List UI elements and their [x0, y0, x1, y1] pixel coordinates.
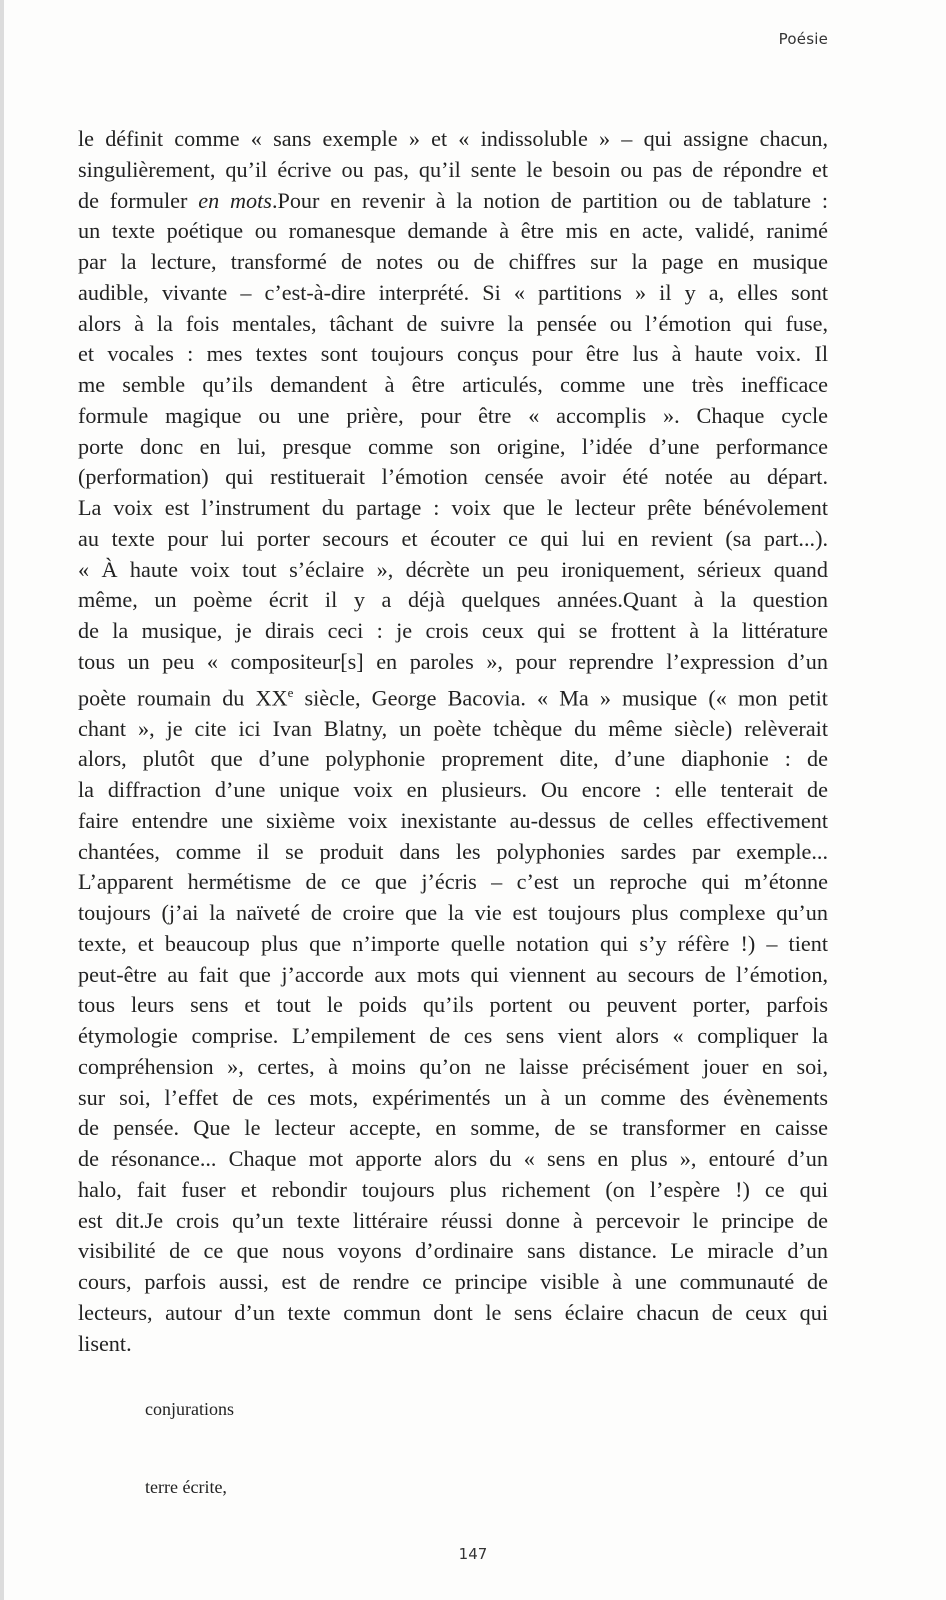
poem-line: terre écrite, — [145, 1477, 227, 1497]
text-line: peut-être au fait que j’accorde aux mots qui viennent au secours de l’émotion, — [78, 961, 828, 987]
text-line: la diffraction d’une unique voix en plusieurs. Ou encore : elle tenterait de — [78, 777, 828, 803]
text-line: de la musique, je dirais ceci : je crois ceux qui se frottent à la littérature — [78, 618, 828, 643]
text-line: formule magique ou une prière, pour être « accomplis ». Chaque cycle — [78, 402, 828, 428]
text-line: L’apparent hermétisme de ce que j’écris – c’est un reproche qui m’étonne — [78, 869, 828, 895]
text-line: un texte poétique ou romanesque demande à être mis en acte, validé, ranimé — [78, 218, 828, 244]
text-line: La voix est l’instrument du partage : voix que le lecteur prête bénévolement — [78, 495, 828, 520]
text-line: est dit.Je crois qu’un texte littéraire réussi donne à percevoir le principe de — [78, 1207, 828, 1233]
text-line: par la lecture, transformé de notes ou de chiffres sur la page en musique — [78, 249, 828, 274]
text-line: audible, vivante – c’est-à-dire interprété. Si « partitions » il y a, elles sont — [78, 279, 828, 305]
body-paragraph — [78, 124, 828, 1359]
page-number: 147 — [458, 1545, 488, 1563]
text-line: cours, parfois aussi, est de rendre ce principe visible à une communauté de — [78, 1269, 828, 1295]
text-line: tous leurs sens et tout le poids qu’ils portent ou peuvent porter, parfois — [78, 992, 828, 1018]
text-line: le définit comme « sans exemple » et « indissoluble » – qui assigne chacun, — [78, 126, 828, 151]
text-line: poète roumain du XXe siècle, George Bacovia. « Ma » musique (« mon petit — [78, 684, 828, 710]
text-line: (performation) qui restituerait l’émotion censée avoir été notée au départ. — [78, 464, 828, 490]
text-line: de résonance... Chaque mot apporte alors du « sens en plus », entouré d’un — [78, 1146, 828, 1172]
text-line: chantées, comme il se produit dans les polyphonies sardes par exemple... — [78, 838, 828, 864]
text-line: sur soi, l’effet de ces mots, expérimentés un à un comme des évènements — [78, 1084, 828, 1110]
text-line: compréhension », certes, à moins qu’on ne laisse précisément jouer en soi, — [78, 1053, 828, 1079]
text-line: au texte pour lui porter secours et écouter ce qui lui en revient (sa part...). — [78, 525, 828, 551]
text-line: « À haute voix tout s’éclaire », décrète un peu ironiquement, sérieux quand — [78, 556, 828, 582]
text-line: halo, fait fuser et rebondir toujours plus richement (on l’espère !) ce qui — [78, 1176, 828, 1202]
text-line: me semble qu’ils demandent à être articulés, comme une très inefficace — [78, 372, 828, 397]
text-line: singulièrement, qu’il écrive ou pas, qu’il sente le besoin ou pas de répondre et — [78, 156, 828, 182]
text-line: même, un poème écrit il y a déjà quelques années.Quant à la question — [78, 587, 828, 613]
text-line: alors, plutôt que d’une polyphonie proprement dite, d’une diaphonie : de — [78, 746, 828, 772]
text-line: lecteurs, autour d’un texte commun dont le sens éclaire chacun de ceux qui — [78, 1299, 828, 1325]
page-gutter-edge — [0, 0, 4, 1600]
text-line: chant », je cite ici Ivan Blatny, un poète tchèque du même siècle) relèverait — [78, 715, 828, 741]
text-line: visibilité de ce que nous voyons d’ordinaire sans distance. Le miracle d’un — [78, 1238, 828, 1264]
text-line: lisent. — [78, 1330, 132, 1356]
text-line: porte donc en lui, presque comme son origine, l’idée d’une performance — [78, 433, 828, 459]
text-line: tous un peu « compositeur[s] en paroles », pour reprendre l’expression d’un — [78, 648, 828, 674]
running-head: Poésie — [778, 30, 828, 48]
text-line: faire entendre une sixième voix inexistante au-dessus de celles effectivement — [78, 807, 828, 833]
text-line: de formuler en mots.Pour en revenir à la notion de partition ou de tablature : — [78, 187, 828, 213]
text-line: texte, et beaucoup plus que n’importe quelle notation qui s’y réfère !) – tient — [78, 930, 828, 956]
text-line: de pensée. Que le lecteur accepte, en somme, de se transformer en caisse — [78, 1115, 828, 1141]
text-line: toujours (j’ai la naïveté de croire que la vie est toujours plus complexe qu’un — [78, 900, 828, 926]
text-line: étymologie comprise. L’empilement de ces sens vient alors « compliquer la — [78, 1023, 828, 1049]
text-line: alors à la fois mentales, tâchant de suivre la pensée ou l’émotion qui fuse, — [78, 310, 828, 336]
text-line: et vocales : mes textes sont toujours conçus pour être lus à haute voix. Il — [78, 341, 828, 367]
poem-line: conjurations — [145, 1399, 234, 1419]
